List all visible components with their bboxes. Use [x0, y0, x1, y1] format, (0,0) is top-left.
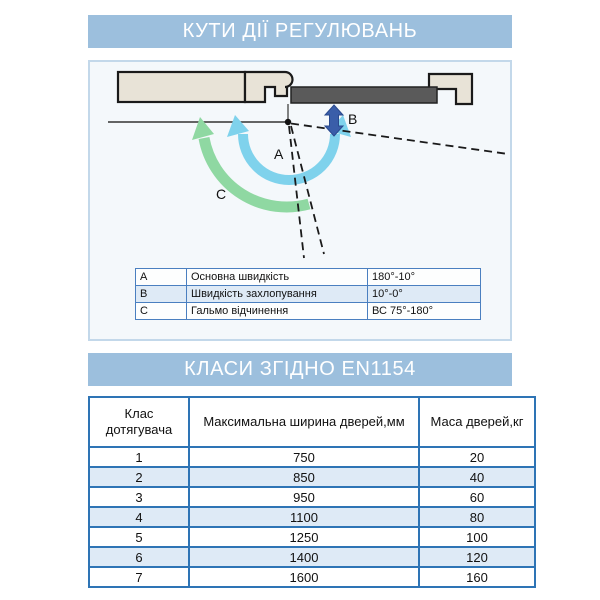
- legend-value: 10°-0°: [368, 286, 481, 303]
- cell-class: 1: [89, 447, 189, 467]
- arrow-c-arrowhead-icon: [192, 117, 214, 140]
- cell-mass: 40: [419, 467, 535, 487]
- header-class: Клас дотягувача: [89, 397, 189, 447]
- table-row: [89, 547, 535, 567]
- cell-width: 1250: [189, 527, 419, 547]
- cell-mass: 100: [419, 527, 535, 547]
- cell-width: 1400: [189, 547, 419, 567]
- legend-label: Основна швидкість: [187, 269, 368, 286]
- header-max-width: Максимальна ширина дверей,мм: [189, 397, 419, 447]
- legend-row-b: [136, 286, 481, 303]
- diagram-label-b: B: [348, 111, 358, 127]
- cell-width: 850: [189, 467, 419, 487]
- door-leaf: [291, 87, 437, 103]
- cell-class: 4: [89, 507, 189, 527]
- diagram-label-a: A: [274, 146, 284, 162]
- legend-label: Гальмо відчинення: [187, 303, 368, 320]
- legend-key: B: [136, 286, 187, 303]
- legend-value: ВС 75°-180°: [368, 303, 481, 320]
- cell-width: 750: [189, 447, 419, 467]
- cell-width: 1600: [189, 567, 419, 587]
- legend-row-a: [136, 269, 481, 286]
- cell-mass: 60: [419, 487, 535, 507]
- wall-section: [118, 72, 245, 102]
- angles-diagram-panel: [88, 60, 512, 341]
- section-title-classes: [88, 353, 512, 386]
- en1154-classes-table: [88, 396, 536, 588]
- cell-class: 7: [89, 567, 189, 587]
- legend-value: 180°-10°: [368, 269, 481, 286]
- cell-mass: 80: [419, 507, 535, 527]
- angles-legend-table: [135, 268, 481, 320]
- closer-arm-dashed-line-2: [291, 126, 324, 254]
- left-jamb: [245, 72, 293, 102]
- cell-width: 950: [189, 487, 419, 507]
- cell-class: 6: [89, 547, 189, 567]
- content-column: [88, 15, 524, 588]
- table-row: [89, 487, 535, 507]
- section-title-angles-label: КУТИ ДІЇ РЕГУЛЮВАНЬ: [182, 20, 418, 42]
- cell-class: 2: [89, 467, 189, 487]
- door-closer-angle-diagram: [90, 62, 510, 266]
- arrow-a-left-arrowhead-icon: [227, 115, 249, 137]
- cell-width: 1100: [189, 507, 419, 527]
- section-title-classes-label: КЛАСИ ЗГІДНО EN1154: [184, 358, 416, 380]
- table-row: [89, 447, 535, 467]
- latch-angle-dashed-line: [291, 124, 508, 155]
- pivot-dot: [285, 119, 291, 125]
- cell-mass: 160: [419, 567, 535, 587]
- table-row: [89, 527, 535, 547]
- legend-key: A: [136, 269, 187, 286]
- cell-mass: 120: [419, 547, 535, 567]
- table-header-row: [89, 397, 535, 447]
- diagram-label-c: C: [216, 186, 227, 202]
- legend-row-c: [136, 303, 481, 320]
- cell-class: 3: [89, 487, 189, 507]
- legend-key: C: [136, 303, 187, 320]
- section-title-angles: [88, 15, 512, 48]
- table-row: [89, 467, 535, 487]
- legend-label: Швидкість захлопування: [187, 286, 368, 303]
- header-door-mass: Маса дверей,кг: [419, 397, 535, 447]
- table-row: [89, 507, 535, 527]
- table-row: [89, 567, 535, 587]
- cell-class: 5: [89, 527, 189, 547]
- arrow-a-main-speed-arc: [243, 134, 335, 180]
- cell-mass: 20: [419, 447, 535, 467]
